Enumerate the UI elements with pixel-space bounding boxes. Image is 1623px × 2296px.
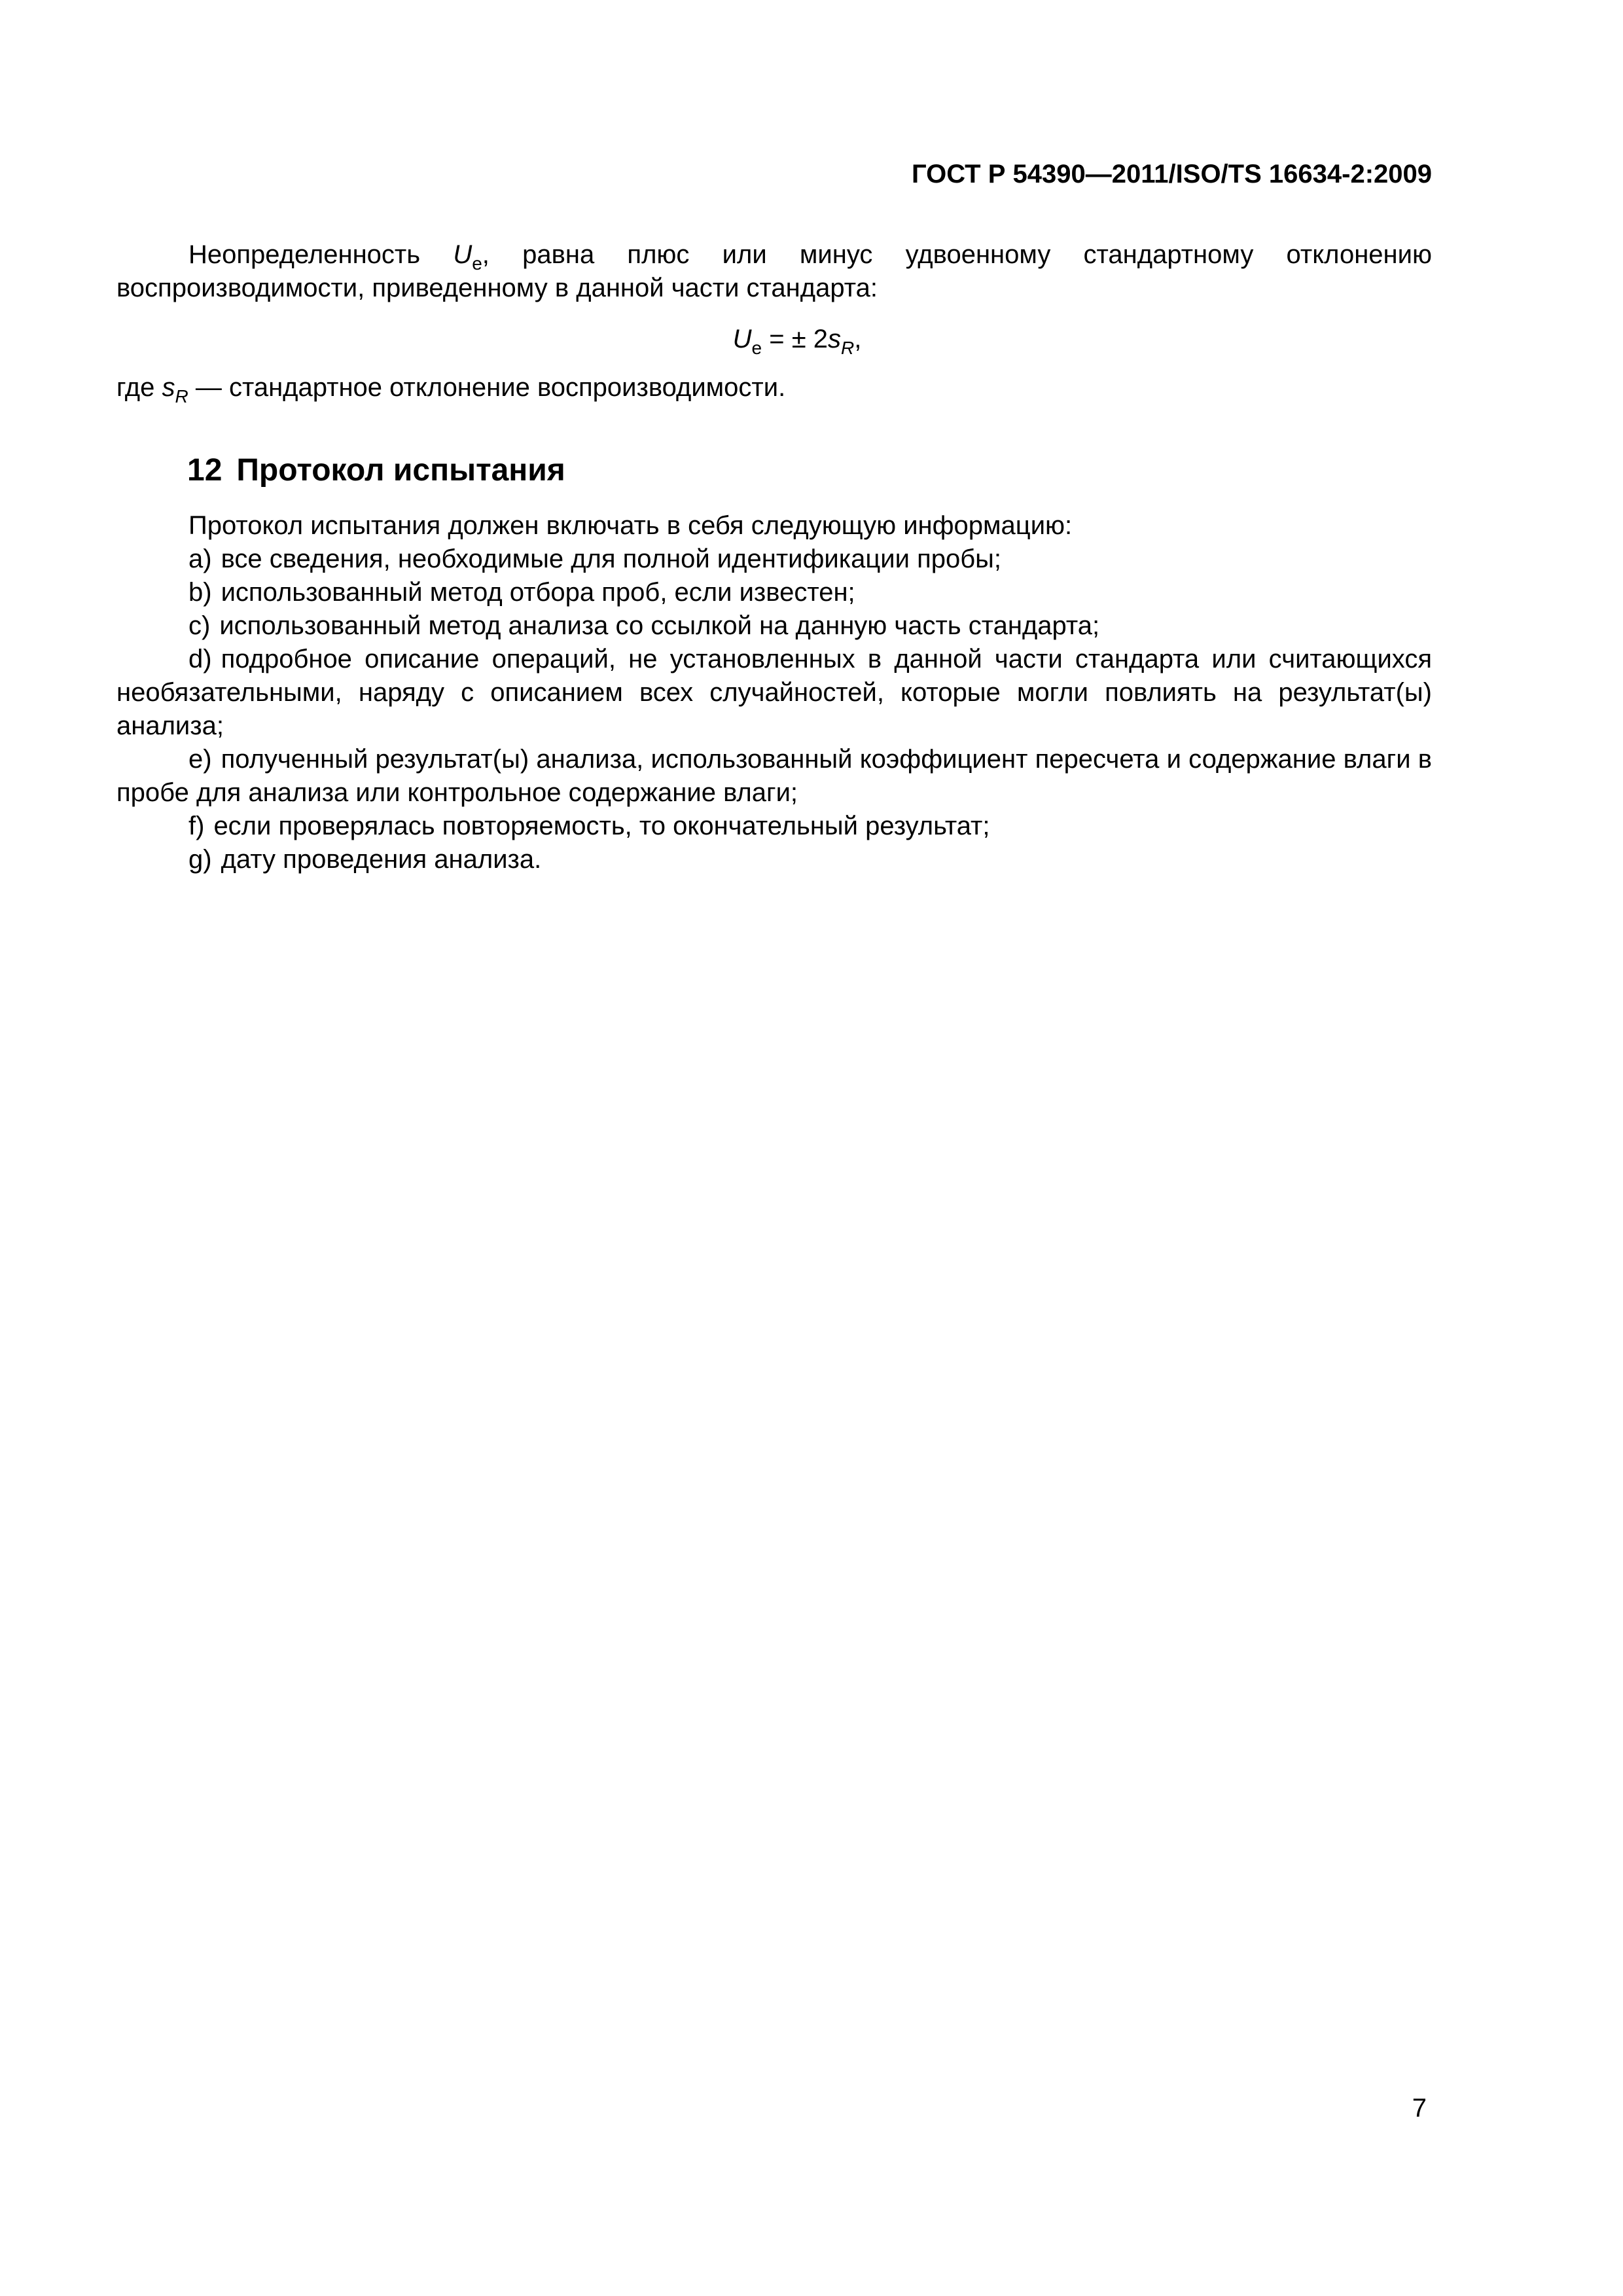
- list-item-text: использованный метод отбора проб, если известен;: [221, 578, 855, 607]
- list-item-text: все сведения, необходимые для полной идентификации пробы;: [221, 545, 1001, 573]
- where-definition: [116, 371, 1432, 404]
- list-item-text: подробное описание операций, не установленных в данной части стандарта или считающихся необязательными, наряду с описанием всех случайностей, которые могли повлиять на результат(ы) анализа;: [116, 645, 1432, 740]
- formula-equals: =: [762, 325, 792, 353]
- uncertainty-text-start: Неопределенность: [188, 240, 454, 269]
- list-item: [116, 743, 1432, 810]
- document-header: ГОСТ Р 54390—2011/ISO/TS 16634-2:2009: [912, 160, 1432, 188]
- uncertainty-text-end: , равна плюс или минус удвоенному стандартному отклонению воспроизводимости, приведенному в данной части стандарта:: [116, 240, 1432, 302]
- list-item-marker: g): [188, 845, 212, 874]
- list-item-marker: c): [188, 611, 211, 640]
- uncertainty-formula: [116, 323, 1432, 356]
- formula-comma: ,: [854, 325, 862, 353]
- list-item-text: если проверялась повторяемость, то окончательный результат;: [213, 812, 990, 840]
- section-title-text: Протокол испытания: [236, 453, 565, 488]
- list-item-marker: a): [188, 545, 212, 573]
- list-item: [116, 843, 1432, 876]
- where-text: — стандартное отклонение воспроизводимости.: [188, 373, 786, 402]
- list-item: [116, 609, 1432, 643]
- symbol-u: U: [453, 240, 473, 269]
- where-symbol-s: s: [162, 373, 175, 402]
- subscript-e: e: [472, 253, 482, 274]
- list-item-marker: f): [188, 812, 205, 840]
- protocol-intro: Протокол испытания должен включать в себя следующую информацию:: [188, 511, 1073, 540]
- uncertainty-paragraph: [116, 238, 1432, 305]
- uncertainty-block: [116, 238, 1432, 404]
- formula-symbol-u: U: [732, 325, 752, 353]
- list-item: [116, 576, 1432, 609]
- section-heading: [187, 452, 565, 490]
- list-item-marker: e): [188, 745, 212, 774]
- protocol-list: [116, 509, 1432, 876]
- formula-subscript-e: e: [751, 338, 762, 358]
- formula-subscript-r: R: [841, 338, 855, 358]
- list-item-text: использованный метод анализа со ссылкой на данную часть стандарта;: [219, 611, 1100, 640]
- section-number: 12: [187, 453, 223, 488]
- list-item-text: полученный результат(ы) анализа, использованный коэффициент пересчета и содержание влаги в пробе для анализа или контрольное содержание влаги;: [116, 745, 1432, 807]
- list-item-text: дату проведения анализа.: [221, 845, 542, 874]
- formula-symbol-s: s: [828, 325, 841, 353]
- list-item: [116, 643, 1432, 743]
- list-item-marker: b): [188, 578, 212, 607]
- list-item: [116, 543, 1432, 576]
- page-number: 7: [1412, 2094, 1427, 2123]
- list-item: [116, 810, 1432, 843]
- list-item-marker: d): [188, 645, 212, 673]
- where-prefix: где: [116, 373, 162, 402]
- where-subscript-r: R: [175, 386, 188, 406]
- formula-plus-minus: ± 2: [791, 325, 828, 353]
